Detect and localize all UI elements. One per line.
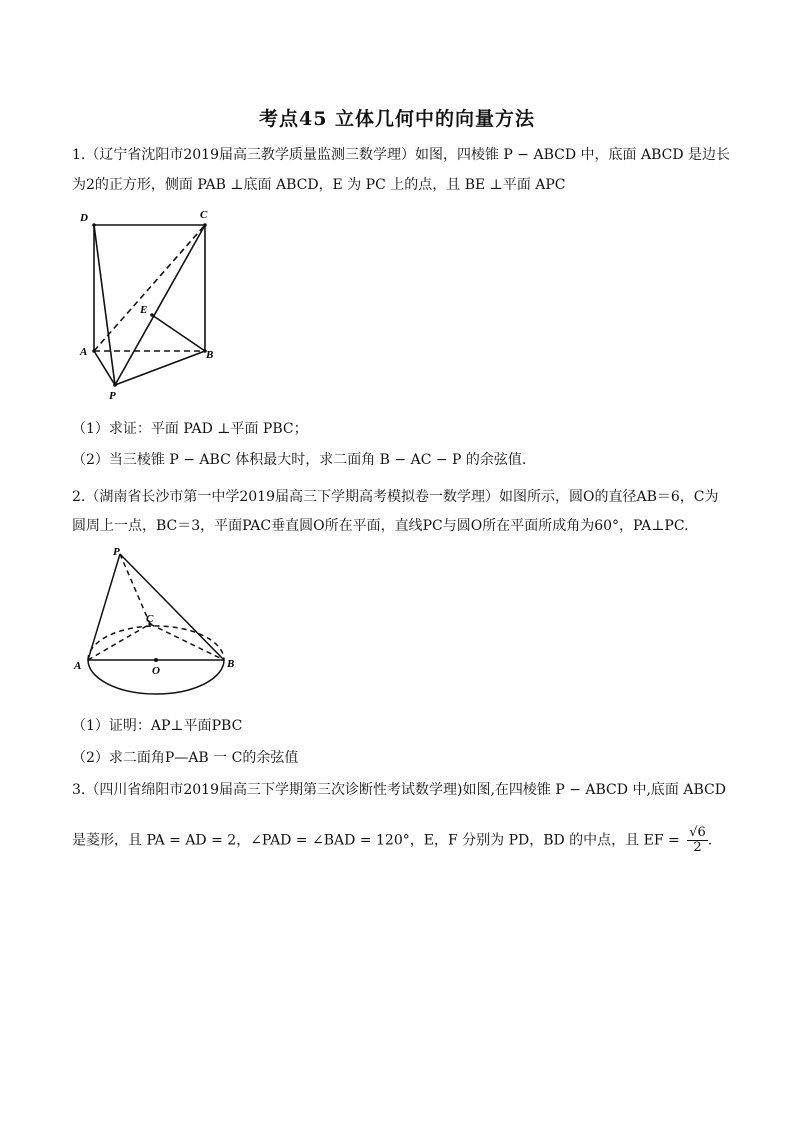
q1-line-2: 为2的正方形，侧面 PAB ⊥底面 ABCD，E 为 PC 上的点，且 BE ⊥平面 APC [72, 177, 566, 193]
label-E: E [140, 304, 148, 316]
fraction-denominator: 2 [693, 840, 702, 855]
label-A: A [80, 346, 88, 358]
label-A: A [74, 660, 82, 672]
label-P: P [113, 546, 120, 558]
label-B: B [206, 349, 214, 361]
q3-fraction [687, 826, 708, 855]
q3-line-1: 3.（四川省绵阳市2019届高三下学期第三次诊断性考试数学理)如图,在四棱锥 P − ABCD 中,底面 ABCD [72, 782, 726, 798]
label-D: D [80, 212, 88, 224]
q3-line-2 [72, 826, 732, 855]
q1-part-1: （1）求证：平面 PAD ⊥平面 PBC； [72, 421, 308, 437]
q2-line-2: 圆周上一点，BC＝3，平面PAC垂直圆O所在平面，直线PC与圆O所在平面所成角为60°，PA⊥PC. [72, 518, 689, 534]
q2-part-1: （1）证明：AP⊥平面PBC [72, 718, 243, 734]
q1-pyramid-figure [72, 205, 232, 405]
label-O: O [152, 665, 160, 677]
q3-end: . [707, 832, 713, 849]
q1-line-1: 1.（辽宁省沈阳市2019届高三教学质量监测三数学理）如图，四棱锥 P − ABCD 中，底面 ABCD 是边长 [72, 147, 731, 163]
q2-part-2: （2）求二面角P—AB 一 C的余弦值 [72, 750, 299, 766]
q2-cone-figure [72, 542, 242, 702]
page-title: 考点45 立体几何中的向量方法 [258, 108, 536, 130]
q3-line-2-text: 是菱形，且 PA = AD = 2，∠PAD = ∠BAD = 120°，E，F 分别为 PD，BD 的中点，且 EF = [72, 832, 680, 849]
label-C: C [146, 613, 154, 625]
fraction-numerator: √6 [689, 825, 706, 840]
label-B: B [227, 658, 235, 670]
label-C: C [200, 209, 208, 221]
label-P: P [109, 390, 116, 402]
q2-line-1: 2.（湖南省长沙市第一中学2019届高三下学期高考模拟卷一数学理）如图所示，圆O的直径AB＝6，C为 [72, 489, 719, 505]
q1-part-2: （2）当三棱锥 P − ABC 体积最大时，求二面角 B − AC − P 的余弦值. [72, 452, 527, 468]
